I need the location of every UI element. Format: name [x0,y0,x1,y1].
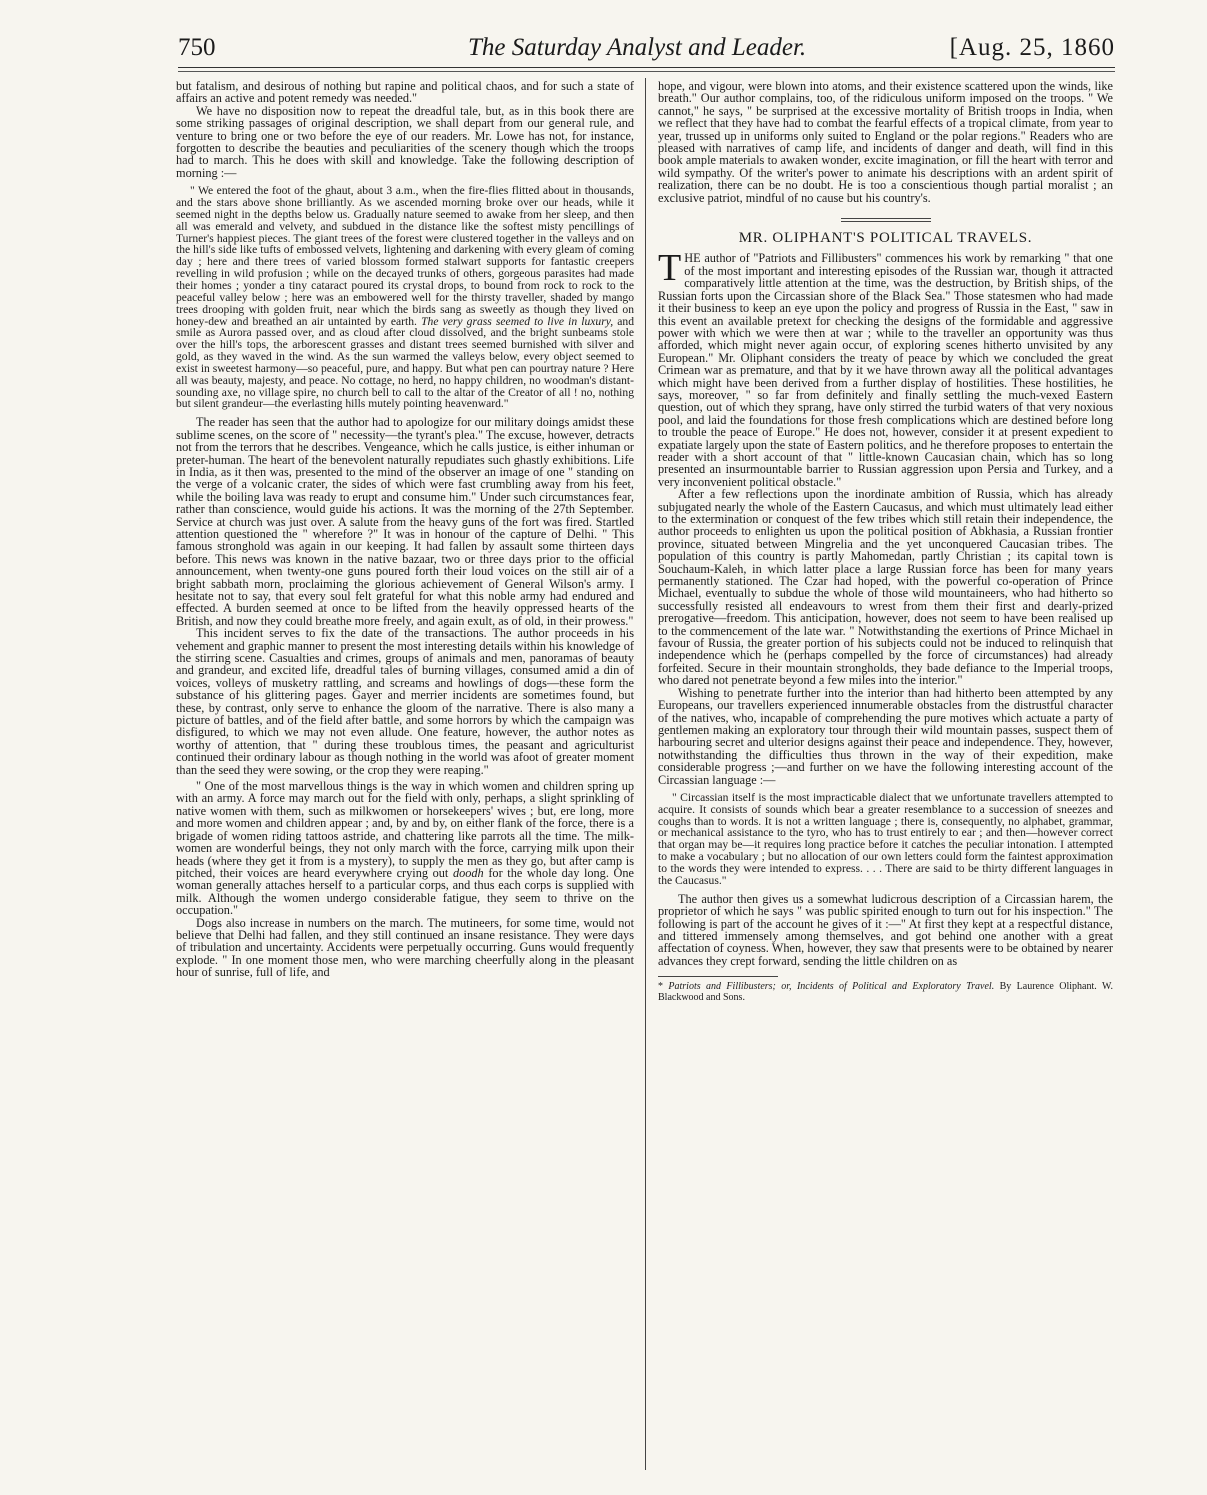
paragraph: After a few reflections upon the inordinate ambition of Russia, which has already subjugated nearly the whole of the Eastern Caucasus, and which must ultimately lead either to the extermination or conquest of the few tribes which still retain their independence, the author proceeds to enlighten us upon the political position of Abkhasia, a Russian frontier province, situated between Mingrelia and the yet unconquered Caucasian tribes. The population of this country is partly Mahomedan, partly Christian ; its capital town is Souchaum-Kaleh, in which latter place a large Russian force has been for many years permanently stationed. The Czar had hoped, with the powerful co-operation of Prince Michael, eventually to subdue the whole of those wild mountaineers, who had hitherto so successfully resisted all endeavours to wrest from them their first and dearly-prized prerogative—freedom. This anticipation, however, does not seem to have been realised up to the commencement of the late war. " Notwithstanding the exertions of Prince Michael in favour of Russia, the greater portion of his subjects could not be induced to relinquish that independence which he (perhaps compelled by the force of circumstances) had already forfeited. Secure in their mountain strongholds, they bade defiance to the Imperial troops, who dared not penetrate beyond a few miles into the interior." [658,487,1113,688]
paragraph: We have no disposition now to repeat the dreadful tale, but, as in this book there are some striking passages of original description, we shall depart from our general rule, and venture to bring one or two before the eye of our readers. Mr. Lowe has not, for instance, forgotten to describe the beauties and peculiarities of the scenery though which the troops had to march. This he does with skill and knowledge. Take the following description of morning :— [176,103,634,180]
paragraph: Wishing to penetrate further into the interior than had hitherto been attempted by any Europeans, our travellers experienced innumerable obstacles from the distrustful character of the natives, who, incapable of comprehending the pure motives which actuate a party of gentlemen making an exploratory tour through their wild mountain passes, suspect them of harbouring secret and ulterior designs against their peace and independence. They, however, notwithstanding the difficulties thus thrown in the way of their expedition, make considerable progress ;—and further on we have the following interesting account of the Circassian language :— [658,685,1113,787]
paragraph: but fatalism, and desirous of nothing but rapine and political chaos, and for such a state of affairs an active and potent remedy was needed." [176,79,634,106]
quote-text: and smile as Aurora passed over, and as cloud after cloud dissolved, and the bright sunbeams stole over the hill's tops, the arborescent grasses and distant trees seemed burnished with silver and gold, as they waved in the wind. As the sun warmed the valleys below, every object seemed to exist in sweetest harmony—so peaceful, pure, and happy. But what pen can pourtray nature ? Here all was beauty, majesty, and peace. No cottage, no herd, no happy children, no woodman's distant-sounding axe, no village spire, no church bell to call to the altar of the Creator of all ! no, nothing but silent grandeur—the everlasting hills mutely pointing heavenward." [176,314,634,411]
section-divider [841,218,931,222]
quote-text: " We entered the foot of the ghaut, about 3 a.m., when the fire-flies flitted about in thousands, and the stars above shone brilliantly. As we ascended morning broke over our heads, while it seemed night in the depths below us. Gradually nature seemed to awake from her sleep, and then all was emerald and velvety, and subdued in the distance like the softest misty pencillings of Turner's happiest pieces. The giant trees of the forest were clustered together in the valleys and on the hill's side like tufts of embossed velvets, lightening and darkening with every gleam of coming day ; here and there trees of varied blossom formed stalwart supports for fantastic creepers revelling in wild profusion ; while on the decayed trunks of others, gorgeous parasites had made their homes ; yonder a tiny cataract poured its crystal drops, to bound from rock to rock to the peaceful valley below ; here was an embowered well for the thirsty traveller, shaded by mango trees drooping with golden fruit, near which the birds sang as sweetly as though they lived on honey-dew and breathed an air untainted by earth. [176,184,634,328]
paragraph-text: for the whole day long. One woman generally attaches herself to a particular corps, and thus each corps is supplied with milk. Although the women undergo considerable fatigue, they seem to thrive on the occupation." [176,865,634,918]
paragraph: The reader has seen that the author had to apologize for our military doings amidst these sublime scenes, on the score of " necessity—the tyrant's plea." The excuse, however, detracts not from the terrors that he describes. Vengeance, which he calls justice, is either inhuman or preter-human. The heart of the benevolent naturally repudiates such ghastly exhibitions. Life in India, as it then was, presented to the mind of the observer an image of one " standing on the verge of a volcanic crater, the sides of which were fast crumbling away from his feet, while the boiling lava was ready to erupt and consume him." Under such circumstances fear, rather than conscience, would guide his actions. It was the morning of the 27th September. Service at church was just over. A salute from the heavy guns of the fort was fired. Startled attention questioned the " wherefore ?" It was in honour of the capture of Delhi. " This famous stronghold was again in our keeping. It had fallen by assault some thirteen days before. This news was known in the native bazaar, two or three days prior to the official announcement, when twenty-one guns poured forth their loud voices on the still air of a bright sabbath morn, proclaiming the glorious achievement of General Wilson's army. I hesitate not to say, that every soul felt grateful for what this noble army had endured and effected. A burden seemed at once to be lifted from the heavily oppressed hearts of the British, and now they could breathe more freely, and again exult, as of old, in their prowess." [176,415,634,628]
paragraph [658,247,1113,489]
paragraph-text: " One of the most marvellous things is the way in which women and children spring up with an army. A force may march out for the field with only, perhaps, a slight sprinkling of native women with them, such as milkwomen or horsekeepers' wives ; but, ere long, more and more women and children appear ; and, by and by, on either flank of the force, there is a brigade of women riding tattoos astride, and chattering like parrots all the time. The milk-women are wonderful beings, they not only march with the force, carrying milk upon their heads (where they get it from is a mystery), to supply the men as they go, but after camp is pitched, their voices are heard everywhere crying out [176,779,634,880]
issue-date: [Aug. 25, 1860 [949,34,1115,61]
paragraph: The author then gives us a somewhat ludicrous description of a Circassian harem, the proprietor of which he says " was public spirited enough to turn out for his inspection." The following is part of the account he gives of it :—" At first they kept at a respectful distance, and tittered immensely among themselves, and got behind one another with a great affectation of coyness. When, however, they saw that presents were to be obtained by nearer advances they crept forward, sending the little children on as [658,891,1113,968]
paragraph-text: HE author of "Patriots and Fillibusters" commences his work by remarking " that one of the most important and interesting episodes of the Russian war, though it attracted comparatively little attention at the time, was the destruction, by British ships, of the Russian forts upon the Circassian shore of the Black Sea." Those statesmen who had made it their business to keep an eye upon the policy and progress of Russia in the East, " saw in this event an available pretext for checking the designs of the formidable and aggressive power with which we were then at war ; while to the traveller an opportunity was thus afforded, which might never again occur, of exploring scenes hitherto unvisited by any European." Mr. Oliphant considers the treaty of peace by which we concluded the great Crimean war as premature, and that by it we have thrown away all the political advantages which might have been derived from a further display of hostilities. These hostilities, he says, moreover, " so far from definitely and finally settling the much-vexed Eastern question, out of which they sprang, have only stirred the turbid waters of that very noxious pool, and laid the foundations for those fresh complications which are destined before long to trouble the peace of Europe." He does not, however, consider it at present expedient to expatiate largely upon the state of Eastern politics, and he therefore proposes to entertain the reader with a short account of that " little-known Caucasian chain, which has so long presented an insurmountable barrier to Russian aggression upon Persia and Turkey, and a very inconvenient political obstacle." [658,251,1113,489]
block-quote [176,185,634,410]
page-header [178,30,1115,66]
header-rule [178,67,1115,68]
footnote-title: Patriots and Fillibusters; or, Incidents of Political and Exploratory Travel. [668,981,995,993]
paragraph: hope, and vigour, were blown into atoms, and their existence scattered upon the winds, like breath." Our author complains, too, of the ridiculous uniform imposed on the troops. " We cannot," he says, " be surprised at the excessive mortality of British troops in India, when we reflect that they have had to combat the fearful effects of a tropical climate, from year to year, trussed up in uniforms only suited to England or the polar regions." Readers who are pleased with narratives of camp life, and incidents of danger and death, will find in this book ample materials to awaken wonder, excite imagination, or fill the heart with terror and wild sympathy. Of the writer's power to animate his descriptions with an ardent spirit of realization, there can be no doubt. He is too a conscientious though partial moralist ; an exclusive patriot, mindful of no cause but his country's. [658,79,1113,205]
header-rule-secondary [178,71,1115,72]
footnote-marker: * [658,981,669,993]
block-quote: " Circassian itself is the most impracticable dialect that we unfortunate travellers attempted to acquire. It consists of sounds which bear a greater resemblance to a succession of sneezes and coughs than to words. It is not a written language ; there is, consequently, no alphabet, grammar, or mechanical assistance to the tyro, who has to trust entirely to ear ; and then—however correct that organ may be—it requires long practice before it catches the peculiar intonation. I attempted to make a vocabulary ; but no allocation of our own letters could form the faintest approximation to the words they were intended to express. . . . There are said to be thirty different languages in the Caucasus." [658,790,1113,887]
drop-cap: T [658,247,682,290]
paragraph: This incident serves to fix the date of the transactions. The author proceeds in his vehement and graphic manner to present the most interesting details within his knowledge of the stirring scene. Casualties and crimes, groups of animals and men, panoramas of beauty and grandeur, and excited life, dreadful tales of burning villages, consumed amid a din of voices, volleys of musketry rattling, and screams and howlings of dogs—these form the substance of his glittering pages. Gayer and merrier incidents are sometimes found, but these, by contrast, only serve to enhance the gloom of the narrative. There is also many a picture of battles, and of the field after battle, and some horrors by which the campaign was disfigured, to which we may not even allude. One feature, however, the author notes as worthy of attention, that " during these troublous times, the peasant and agriculturist continued their ordinary labour as though nothing in the world was afoot of greater moment than the seed they were sowing, or the crop they were reaping." [176,626,634,777]
right-column [658,80,1113,1003]
page-number: 750 [178,34,216,61]
paragraph-italic: doodh [452,865,484,880]
paragraph [176,780,634,916]
footnote-rule [658,976,778,977]
quote-italic: The very grass seemed to live in luxury, [421,314,614,328]
publication-title: The Saturday Analyst and Leader. [468,34,807,61]
footnote [658,981,1113,1003]
column-divider [645,78,646,1470]
footnote-text: By Laurence Oliphant. W. Blackwood and Sons. [658,981,1113,1004]
paragraph: Dogs also increase in numbers on the march. The mutineers, for some time, would not believe that Delhi had fallen, and they still continued an insane resistance. They were days of tribulation and uncertainty. Accidents were perpetually occurring. Guns would frequently explode. " In one moment those men, who were marching cheerfully along in the pleasant hour of sunrise, full of life, and [176,915,634,980]
article-heading: MR. OLIPHANT'S POLITICAL TRAVELS. [738,230,1033,247]
left-column [176,80,634,979]
